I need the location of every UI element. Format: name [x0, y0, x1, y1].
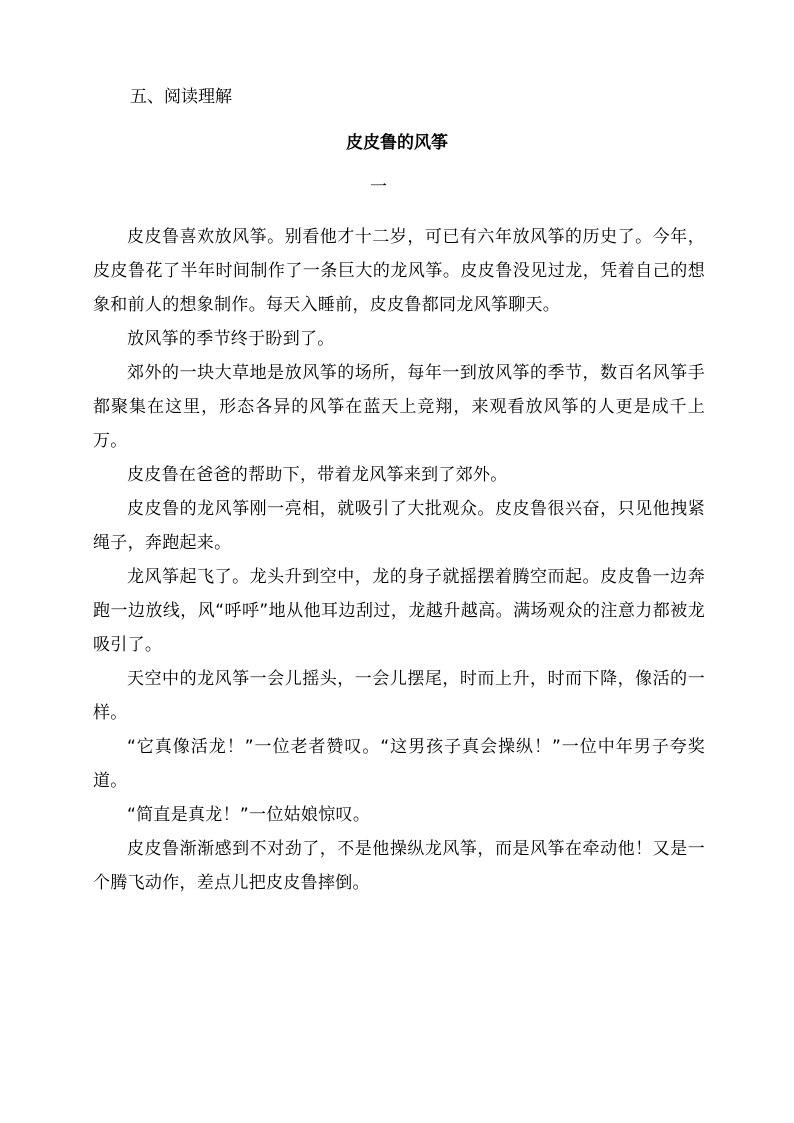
paragraph: 皮皮鲁渐渐感到不对劲了，不是他操纵龙风筝，而是风筝在牵动他！又是一个腾飞动作，差点儿把皮皮鲁摔倒。	[93, 839, 705, 893]
paragraph: 天空中的龙风筝一会儿摇头，一会儿摆尾，时而上升，时而下降，像活的一样。	[93, 669, 705, 723]
paragraph: 龙风筝起飞了。龙头升到空中，龙的身子就摇摆着腾空而起。皮皮鲁一边奔跑一边放线，风“呼呼”地从他耳边刮过，龙越升越高。满场观众的注意力都被龙吸引了。	[93, 567, 705, 655]
paragraph: “它真像活龙！”一位老者赞叹。“这男孩子真会操纵！”一位中年男子夸奖道。	[93, 737, 705, 791]
paragraph: 皮皮鲁在爸爸的帮助下，带着龙风筝来到了郊外。	[127, 465, 508, 485]
paragraph: “简直是真龙！”一位姑娘惊叹。	[127, 805, 371, 825]
section-heading: 五、阅读理解	[130, 87, 232, 107]
story-body	[93, 220, 705, 900]
paragraph: 郊外的一块大草地是放风筝的场所，每年一到放风筝的季节，数百名风筝手都聚集在这里，形态各异的风筝在蓝天上竞翔，来观看放风筝的人更是成千上万。	[93, 363, 705, 451]
story-title: 皮皮鲁的风筝	[346, 133, 448, 153]
paragraph: 放风筝的季节终于盼到了。	[127, 329, 335, 349]
paragraph: 皮皮鲁喜欢放风筝。别看他才十二岁，可已有六年放风筝的历史了。今年， 皮皮鲁花了半年时间制作了一条巨大的龙风筝。皮皮鲁没见过龙，凭着自己的想象和前人的想象制作。每天入睡前，皮皮鲁都同龙风筝聊天。	[93, 227, 705, 315]
paragraph: 皮皮鲁的龙风筝刚一亮相，就吸引了大批观众。皮皮鲁很兴奋，只见他拽紧绳子，奔跑起来。	[93, 499, 705, 553]
chapter-number: 一	[370, 177, 387, 197]
